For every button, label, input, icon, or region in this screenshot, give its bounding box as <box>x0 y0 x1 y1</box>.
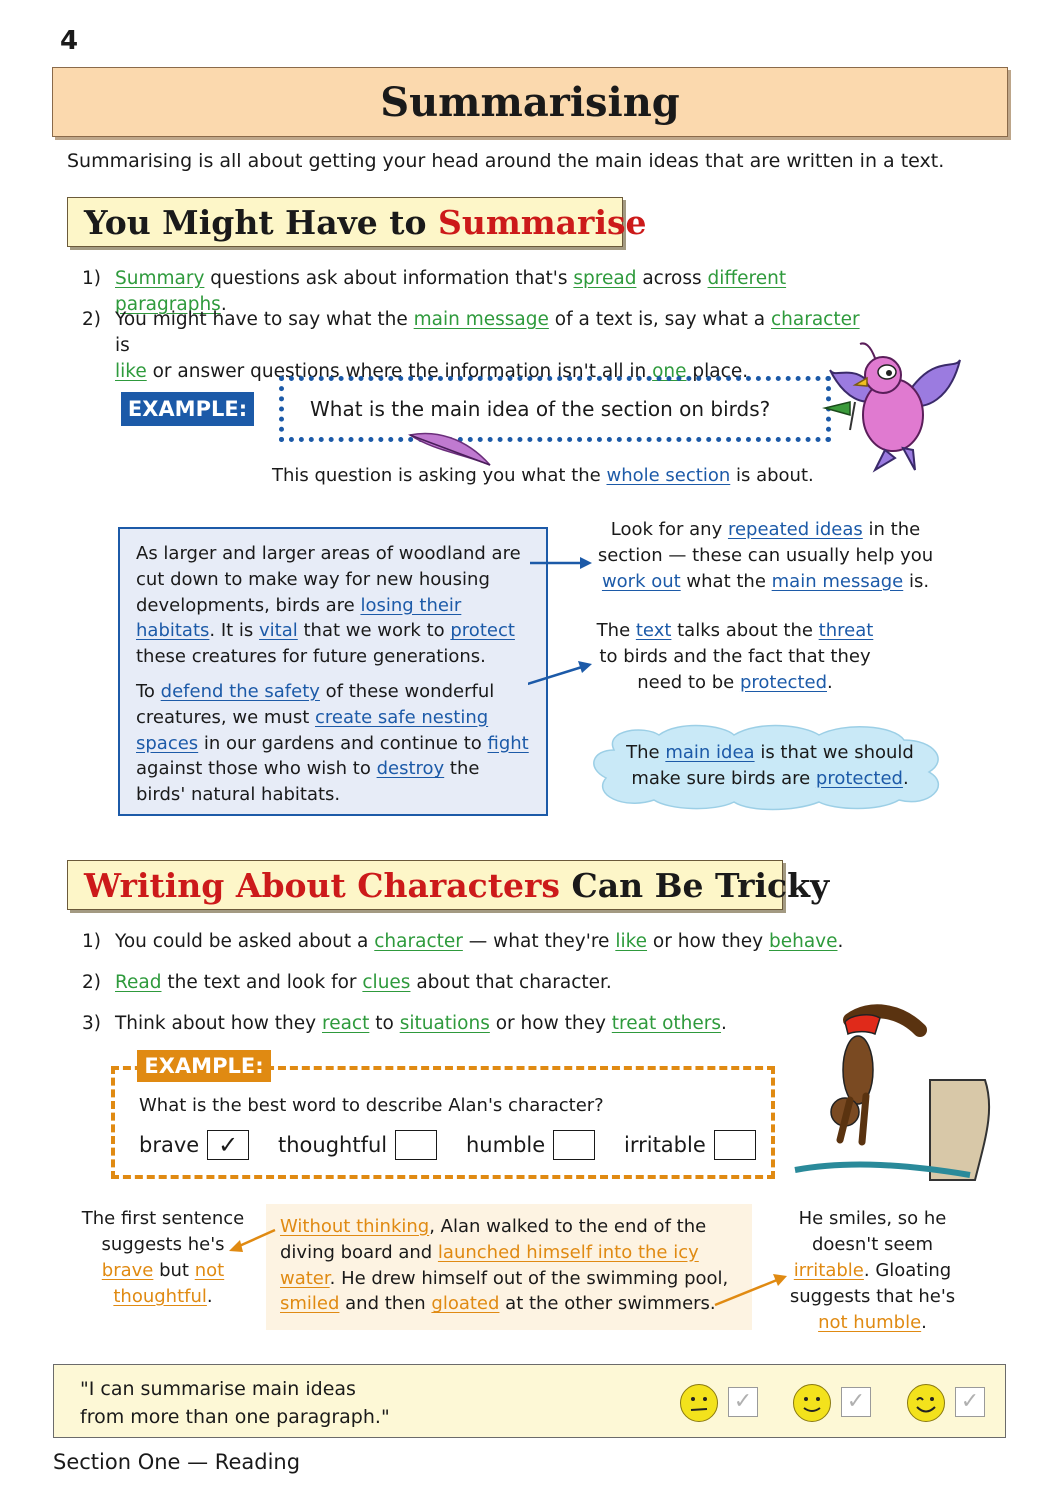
intro-text: Summarising is all about getting your head around the main ideas that are written in a text. <box>67 150 945 172</box>
diver-illustration-icon <box>790 1000 1000 1190</box>
example-label: EXAMPLE: <box>121 392 254 426</box>
example2-label: EXAMPLE: <box>137 1050 271 1082</box>
section-label: Section One — Reading <box>53 1450 301 1474</box>
choice-checkbox[interactable] <box>395 1130 437 1160</box>
asking-text: This question is asking you what the whole section is about. <box>272 465 814 486</box>
list-item: 3) Think about how they react to situations or how they treat others. <box>82 1013 727 1034</box>
annotation-arrows-orange <box>225 1220 795 1315</box>
list-item: 2) Read the text and look for clues about that character. <box>82 972 612 993</box>
page-number: 4 <box>60 26 79 56</box>
alan-passage: Without thinking, Alan walked to the end of the diving board and launched himself into the icy water. He drew himself out of the swimming pool, smiled and then gloated at the other swimmers. <box>266 1204 752 1330</box>
self-assessment-checkbox[interactable]: ✓ <box>955 1387 985 1417</box>
section1-heading-b: Summarise <box>438 202 647 242</box>
choice-humble[interactable]: humble <box>466 1130 595 1160</box>
example-question: What is the main idea of the section on birds? <box>310 397 771 421</box>
section2-heading <box>67 860 830 910</box>
self-assessment-checkbox[interactable]: ✓ <box>728 1387 758 1417</box>
choice-checkbox[interactable] <box>553 1130 595 1160</box>
note-first-sentence: The first sentence suggests he's brave but not thoughtful. <box>81 1208 245 1307</box>
choice-thoughtful[interactable]: thoughtful <box>278 1130 437 1160</box>
page-title-bar <box>52 67 1008 137</box>
choice-checkbox[interactable] <box>714 1130 756 1160</box>
section2-heading-a: Writing About Characters <box>84 865 560 905</box>
example2-frame <box>111 1066 775 1179</box>
feather-icon <box>405 425 495 470</box>
page-title: Summarising <box>380 78 680 126</box>
bird-illustration-icon <box>815 330 965 480</box>
example-question-box <box>279 376 831 442</box>
note-threat: The text talks about the threat to birds and the fact that they need to be protected. <box>596 620 874 693</box>
choice-brave[interactable]: brave ✓ <box>139 1130 249 1160</box>
note-repeated-ideas: Look for any repeated ideas in the section — these can usually help you work out what the main message is. <box>597 519 934 592</box>
note-smiles: He smiles, so he doesn't seem irritable. Gloating suggests that he's not humble. <box>789 1208 956 1333</box>
self-assessment-checkbox[interactable]: ✓ <box>841 1387 871 1417</box>
smiley-unsure-icon <box>680 1384 718 1422</box>
cloud-main-idea: The main idea is that we should make sure birds are protected. <box>626 742 914 789</box>
choice-checkbox[interactable]: ✓ <box>207 1130 249 1160</box>
list-item: 1) You could be asked about a character — what they're like or how they behave. <box>82 931 844 952</box>
smiley-happy-icon <box>907 1384 945 1422</box>
choice-irritable[interactable]: irritable <box>624 1130 756 1160</box>
list-item: 1) Summary questions ask about information that's spread across different paragraphs. <box>82 268 787 315</box>
example2-question: What is the best word to describe Alan's character? <box>139 1095 604 1116</box>
section1-heading-a: You Might Have to <box>84 202 439 242</box>
self-assessment-quote: "I can summarise main ideas from more than one paragraph." <box>80 1378 390 1428</box>
bird-passage: As larger and larger areas of woodland are cut down to make way for new housing developments, birds are losing their habitats. It is vital that we work to protect these creatures for future generations. To defend the safety of these wonderful creatures, we must create safe nesting spaces in our gardens and continue to fight against those who wish to destroy the birds' natural habitats. <box>118 527 548 816</box>
smiley-ok-icon <box>793 1384 831 1422</box>
section2-heading-b: Can Be Tricky <box>559 865 830 905</box>
section1-heading <box>67 197 647 247</box>
list-item: 2) You might have to say what the main message of a text is, say what a character is like or answer questions where the information isn't all in one place. <box>82 309 860 382</box>
